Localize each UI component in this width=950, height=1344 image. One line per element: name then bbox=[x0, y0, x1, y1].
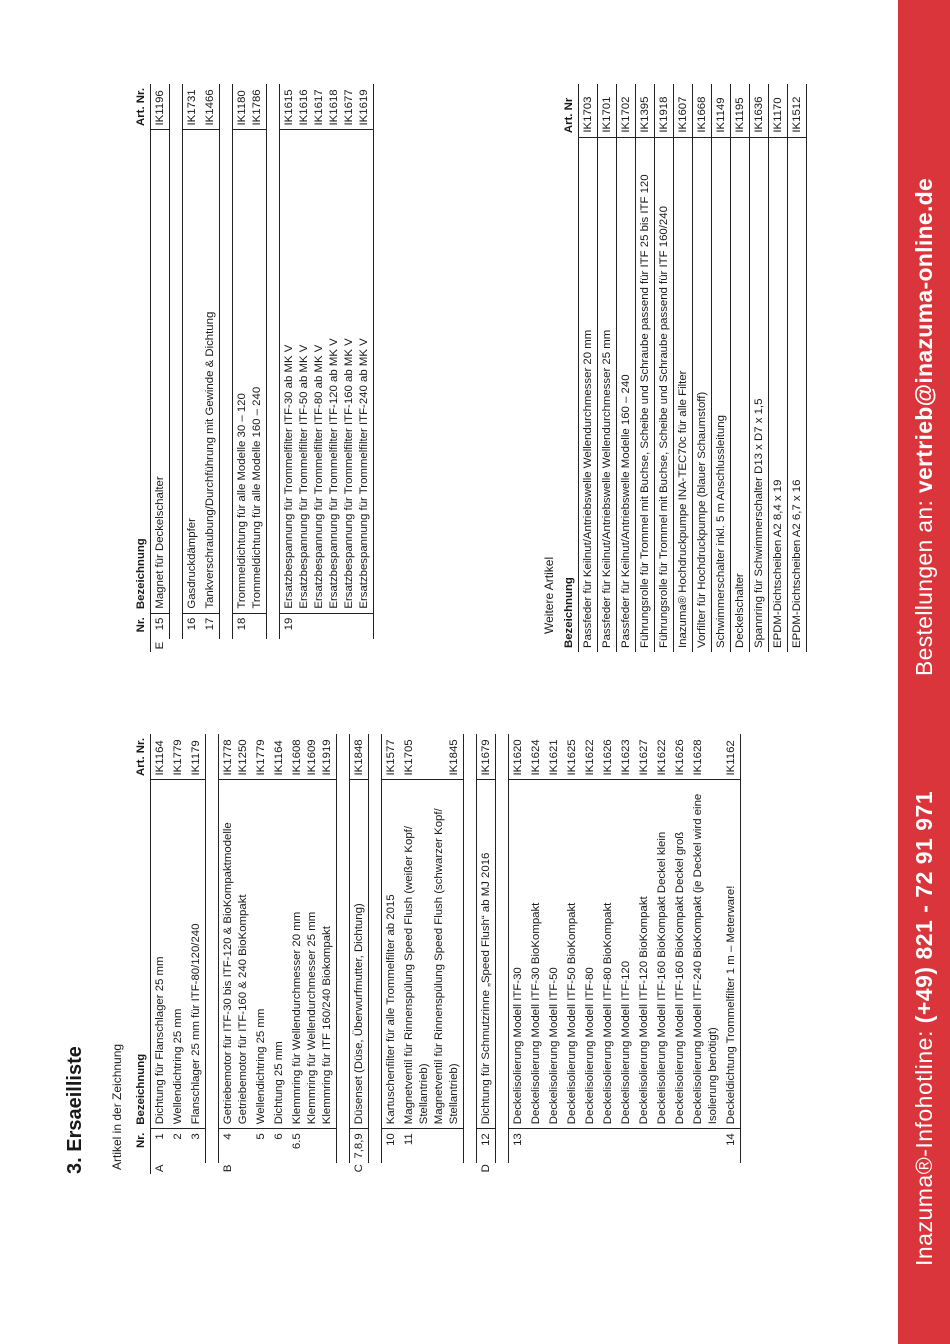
part-description-cell: Deckelisolierung Modell ITF-30 bbox=[509, 780, 528, 1129]
part-description: Ersatzbespannung für Trommelfilter ITF-80 ab MK V bbox=[313, 344, 325, 609]
table-row bbox=[477, 734, 496, 1174]
group-letter bbox=[689, 1163, 722, 1174]
table-row bbox=[788, 84, 807, 652]
group-letter bbox=[563, 1163, 581, 1174]
article-number-cell bbox=[280, 84, 374, 130]
weitere-artikel-body bbox=[579, 84, 807, 652]
part-description-cell bbox=[400, 780, 464, 1129]
part-description: Vorfilter für Hochdruckpumpe (blauer Schaumstoff) bbox=[693, 137, 712, 652]
item-number bbox=[599, 1129, 617, 1163]
article-number-cell: IK1164 bbox=[151, 734, 170, 780]
article-number-cell: IK1466 bbox=[201, 84, 220, 130]
table-row bbox=[731, 84, 750, 652]
bezeichnung-header: Bezeichnung bbox=[560, 137, 579, 652]
parts-table-left-body bbox=[151, 734, 741, 1174]
group-spacer bbox=[206, 734, 219, 1174]
group-letter bbox=[187, 1163, 206, 1174]
group-letter bbox=[617, 1163, 635, 1174]
table-row bbox=[653, 734, 671, 1174]
group-letter bbox=[671, 1163, 689, 1174]
part-description: Ersatzbespannung für Trommelfilter ITF-160 ab MK V bbox=[343, 338, 355, 609]
part-description-cell: Deckelisolierung Modell ITF-160 BioKompakt Deckel groß bbox=[671, 780, 689, 1129]
art-header: Art. Nr. bbox=[132, 84, 151, 130]
weitere-artikel-table bbox=[560, 84, 807, 652]
part-description: Magnetventil für Rinnenspülung Speed Flush (weißer Kopf/ Stellantrieb) bbox=[403, 826, 430, 1125]
footer-banner bbox=[898, 0, 950, 1344]
article-number: IK1618 bbox=[328, 89, 340, 126]
article-number: IK1919 bbox=[321, 739, 333, 776]
article-number: IK1786 bbox=[251, 89, 263, 126]
table-row bbox=[350, 734, 369, 1174]
table-row bbox=[219, 734, 253, 1174]
group-letter bbox=[545, 1163, 563, 1174]
table-row bbox=[183, 84, 202, 652]
part-description-cell: Flanschlager 25 mm für ITF-80/120/240 bbox=[187, 780, 206, 1129]
item-number bbox=[653, 1129, 671, 1163]
part-description-cell bbox=[233, 130, 267, 613]
group-spacer bbox=[369, 734, 382, 1174]
table-row bbox=[579, 84, 598, 652]
table-row bbox=[655, 84, 674, 652]
article-number: IK1195 bbox=[731, 84, 750, 137]
group-letter bbox=[599, 1163, 617, 1174]
group-letter bbox=[382, 1163, 401, 1174]
article-number: IK1668 bbox=[693, 84, 712, 137]
item-number bbox=[581, 1129, 599, 1163]
article-number-cell: IK1622 bbox=[656, 739, 668, 776]
item-number: 16 bbox=[183, 613, 202, 639]
part-description-cell: Dichtung 25 mm bbox=[270, 780, 288, 1129]
parts-table-right-body bbox=[151, 84, 374, 652]
item-number: 2 bbox=[169, 1129, 187, 1163]
hotline-number[interactable]: (+49) 821 - 72 91 971 bbox=[910, 790, 937, 1024]
part-description-cell: Wellendichtring 25 mm bbox=[252, 780, 270, 1129]
part-description: Ersatzbespannung für Trommelfilter ITF-120 ab MK V bbox=[328, 338, 340, 609]
table-row bbox=[270, 734, 288, 1174]
article-number: IK1918 bbox=[655, 84, 674, 137]
item-number bbox=[617, 1129, 635, 1163]
item-number: 6 bbox=[270, 1129, 288, 1163]
article-number: IK1845 bbox=[448, 739, 460, 776]
part-description: Klemmring für ITF 160/240 Biokompakt bbox=[321, 926, 333, 1125]
item-number: 19 bbox=[280, 613, 374, 639]
table-row bbox=[151, 84, 170, 652]
group-spacer bbox=[496, 734, 509, 1174]
part-description-cell bbox=[280, 130, 374, 613]
part-description: Inazuma® Hochdruckpumpe INA-TEC70c für alle Filter bbox=[674, 137, 693, 652]
page-title: 3. Ersaeilliste bbox=[64, 1046, 86, 1174]
table-row bbox=[750, 84, 769, 652]
table-row bbox=[769, 84, 788, 652]
table-row bbox=[635, 734, 653, 1174]
article-number: IK1395 bbox=[636, 84, 655, 137]
order-contact bbox=[911, 178, 938, 676]
group-letter: A bbox=[154, 1164, 166, 1173]
article-number-cell: IK1779 bbox=[172, 739, 184, 776]
order-email[interactable]: vertrieb@inazuma-online.de bbox=[910, 177, 937, 494]
order-label: Bestellungen an: bbox=[910, 493, 937, 676]
part-description-cell: Dichtung für Flanschlager 25 mm bbox=[151, 780, 170, 1129]
group-letter bbox=[288, 1163, 337, 1174]
group-letter bbox=[201, 639, 220, 652]
table-row bbox=[689, 734, 722, 1174]
table-row bbox=[201, 84, 220, 652]
part-description-cell bbox=[219, 780, 253, 1129]
section-subtitle: Artikel in der Zeichnung bbox=[110, 1043, 124, 1170]
article-number: IK1616 bbox=[298, 89, 310, 126]
part-description: Klemmring für Wellendurchmesser 20 mm bbox=[291, 911, 303, 1125]
table-row bbox=[722, 734, 741, 1174]
item-number: 7,8,9 bbox=[350, 1129, 369, 1163]
part-description-cell: Deckelisolierung Modell ITF-80 BioKompakt bbox=[599, 780, 617, 1129]
group-spacer bbox=[267, 84, 280, 652]
article-number-cell: IK1622 bbox=[584, 739, 596, 776]
table-row bbox=[509, 734, 528, 1174]
article-number-cell bbox=[400, 734, 464, 780]
part-description: Ersatzbespannung für Trommelfilter ITF-50 ab MK V bbox=[298, 344, 310, 609]
group-letter bbox=[400, 1163, 464, 1174]
table-row bbox=[527, 734, 545, 1174]
hotline bbox=[911, 791, 938, 1266]
group-letter bbox=[722, 1163, 741, 1174]
item-number: 4 bbox=[219, 1129, 253, 1163]
part-description: Trommeldichtung für alle Modelle 160 – 240 bbox=[251, 386, 263, 609]
group-letter: D bbox=[479, 1164, 492, 1173]
group-spacer bbox=[170, 84, 183, 652]
hotline-label: Inazuma®-Infohotline: bbox=[910, 1023, 937, 1266]
item-number: 14 bbox=[722, 1129, 741, 1163]
item-number: 11 bbox=[400, 1129, 464, 1163]
part-description-cell: Düsenset (Düse, Überwurfmutter, Dichtung) bbox=[350, 780, 369, 1129]
item-number bbox=[671, 1129, 689, 1163]
part-description-cell: Magnet für Deckelschalter bbox=[151, 130, 170, 613]
article-number-cell: IK1627 bbox=[638, 739, 650, 776]
article-number-cell: IK1679 bbox=[477, 734, 496, 780]
article-number-cell: IK1577 bbox=[382, 734, 401, 780]
article-number-cell bbox=[233, 84, 267, 130]
article-number: IK1705 bbox=[403, 739, 415, 776]
part-description: Führungsrolle für Trommel mit Buchse, Scheibe und Schraube passend für ITF 160/240 bbox=[655, 137, 674, 652]
article-number-cell: IK1196 bbox=[151, 84, 170, 130]
article-number: IK1701 bbox=[598, 84, 617, 137]
table-row bbox=[617, 84, 636, 652]
table-row bbox=[382, 734, 401, 1174]
article-number: IK1617 bbox=[313, 89, 325, 126]
part-description: Schwimmerschalter inkl. 5 m Anschlussleitung bbox=[712, 137, 731, 652]
table-row bbox=[280, 84, 374, 652]
part-description: Deckelschalter bbox=[731, 137, 750, 652]
article-number-cell: IK1162 bbox=[722, 734, 741, 780]
art-header: Art. Nr bbox=[560, 84, 579, 137]
item-number: 12 bbox=[477, 1129, 496, 1163]
part-description-cell: Deckelisolierung Modell ITF-160 BioKompakt Deckel klein bbox=[653, 780, 671, 1129]
article-number-cell: IK1848 bbox=[350, 734, 369, 780]
article-number-cell: IK1623 bbox=[620, 739, 632, 776]
table-row bbox=[617, 734, 635, 1174]
article-number: IK1608 bbox=[291, 739, 303, 776]
article-number: IK1149 bbox=[712, 84, 731, 137]
part-description-cell: Deckelisolierung Modell ITF-30 BioKompakt bbox=[527, 780, 545, 1129]
part-description-cell: Deckelisolierung Modell ITF-80 bbox=[581, 780, 599, 1129]
part-description: Ersatzbespannung für Trommelfilter ITF-30 ab MK V bbox=[283, 344, 295, 609]
table-row bbox=[693, 84, 712, 652]
part-description-cell: Dichtung für Schmutzrinne „Speed Flush“ ab MJ 2016 bbox=[477, 780, 496, 1129]
group-letter bbox=[233, 639, 267, 652]
table-row bbox=[400, 734, 464, 1174]
part-description-cell bbox=[288, 780, 337, 1129]
part-description: Trommeldichtung für alle Modelle 30 – 120 bbox=[236, 393, 248, 609]
part-description-cell: Tankverschraubung/Durchführung mit Gewinde & Dichtung bbox=[201, 130, 220, 613]
item-number bbox=[563, 1129, 581, 1163]
group-letter: C bbox=[352, 1164, 365, 1173]
table-row bbox=[288, 734, 337, 1174]
table-row bbox=[563, 734, 581, 1174]
part-description-cell: Deckelisolierung Modell ITF-120 BioKompakt bbox=[635, 780, 653, 1129]
part-description: Führungsrolle für Trommel mit Buchse, Scheibe und Schraube passend für ITF 25 bis ITF 120 bbox=[636, 137, 655, 652]
article-number: IK1180 bbox=[236, 90, 248, 126]
group-letter bbox=[653, 1163, 671, 1174]
group-letter bbox=[252, 1163, 270, 1174]
article-number-cell: IK1628 bbox=[692, 739, 704, 776]
table-row bbox=[599, 734, 617, 1174]
item-number: 3 bbox=[187, 1129, 206, 1163]
group-letter bbox=[169, 1163, 187, 1174]
article-number-cell: IK1625 bbox=[566, 739, 578, 776]
item-number bbox=[545, 1129, 563, 1163]
part-description-cell: Gasdruckdämpfer bbox=[183, 130, 202, 613]
article-number: IK1677 bbox=[343, 89, 355, 126]
part-description-cell: Deckelisolierung Modell ITF-240 BioKompakt (je Deckel wird eine Isolierung benötigt) bbox=[689, 780, 722, 1129]
item-number: 18 bbox=[233, 613, 267, 639]
part-description-cell: Deckelisolierung Modell ITF-50 bbox=[545, 780, 563, 1129]
table-row bbox=[581, 734, 599, 1174]
item-number: 17 bbox=[201, 613, 220, 639]
part-description: EPDM-Dichtscheiben A2 6,7 x 16 bbox=[788, 137, 807, 652]
article-number: IK1702 bbox=[617, 84, 636, 137]
parts-table-left bbox=[132, 734, 741, 1174]
article-number: IK1170 bbox=[769, 84, 788, 137]
article-number-cell: IK1779 bbox=[255, 739, 267, 776]
article-number-cell: IK1164 bbox=[273, 740, 285, 776]
article-number: IK1615 bbox=[283, 89, 295, 126]
part-description: Passfeder für Keilnut/Antriebswelle Wellendurchmesser 20 mm bbox=[579, 137, 598, 652]
article-number: IK1512 bbox=[788, 84, 807, 137]
bezeichnung-header: Bezeichnung bbox=[132, 130, 151, 613]
table-row bbox=[187, 734, 206, 1174]
table-row bbox=[151, 734, 170, 1174]
group-header bbox=[132, 639, 151, 652]
item-number: 13 bbox=[509, 1129, 528, 1163]
group-header bbox=[132, 1163, 151, 1174]
table-row bbox=[252, 734, 270, 1174]
group-spacer bbox=[337, 734, 350, 1174]
group-spacer bbox=[464, 734, 477, 1174]
part-description-cell: Deckelisolierung Modell ITF-120 bbox=[617, 780, 635, 1129]
nr-header: Nr. bbox=[132, 1129, 151, 1163]
part-description: Getriebemotor für ITF-160 & 240 BioKompakt bbox=[237, 894, 249, 1125]
part-description: Passfeder für Keilnut/Antriebswelle Wellendurchmesser 25 mm bbox=[598, 137, 617, 652]
group-letter: B bbox=[221, 1164, 234, 1173]
parts-table-right bbox=[132, 84, 374, 652]
group-letter bbox=[635, 1163, 653, 1174]
group-letter bbox=[527, 1163, 545, 1174]
part-description-cell: Deckelisolierung Modell ITF-50 BioKompakt bbox=[563, 780, 581, 1129]
nr-header: Nr. bbox=[132, 613, 151, 639]
group-letter bbox=[581, 1163, 599, 1174]
article-number-cell: IK1624 bbox=[530, 739, 542, 776]
group-spacer bbox=[220, 84, 233, 652]
part-description: Ersatzbespannung für Trommelfilter ITF-240 ab MK V bbox=[358, 338, 370, 609]
article-number: IK1636 bbox=[750, 84, 769, 137]
article-number-cell: IK1626 bbox=[602, 739, 614, 776]
group-letter: E bbox=[154, 641, 166, 650]
table-row bbox=[671, 734, 689, 1174]
part-description: EPDM-Dichtscheiben A2 8,4 x 19 bbox=[769, 137, 788, 652]
item-number bbox=[527, 1129, 545, 1163]
part-description-cell: Wellendichtring 25 mm bbox=[169, 780, 187, 1129]
article-number: IK1609 bbox=[306, 739, 318, 776]
table-row bbox=[545, 734, 563, 1174]
part-description-cell: Kartuschenfilter für alle Trommelfilter ab 2015 bbox=[382, 780, 401, 1129]
item-number: 1 bbox=[151, 1129, 170, 1163]
article-number-cell: IK1179 bbox=[187, 734, 206, 780]
article-number-cell bbox=[219, 734, 253, 780]
table-row bbox=[169, 734, 187, 1174]
item-number: 15 bbox=[151, 613, 170, 639]
article-number: IK1619 bbox=[358, 89, 370, 126]
item-number: 5 bbox=[252, 1129, 270, 1163]
article-number: IK1703 bbox=[579, 84, 598, 137]
part-description: Magnetventil für Rinnenspülung Speed Flush (schwarzer Kopf/ Stellantrieb) bbox=[433, 808, 460, 1125]
table-row bbox=[233, 84, 267, 652]
article-number: IK1250 bbox=[237, 739, 249, 776]
article-number-cell bbox=[288, 734, 337, 780]
part-description: Klemmring für Wellendurchmesser 25 mm bbox=[306, 911, 318, 1125]
table-row bbox=[598, 84, 617, 652]
article-number-cell: IK1731 bbox=[183, 84, 202, 130]
item-number: 10 bbox=[382, 1129, 401, 1163]
part-description-cell: Deckeldichtung Trommelfilter 1 m – Meterware! bbox=[722, 780, 741, 1129]
table-row bbox=[712, 84, 731, 652]
article-number: IK1778 bbox=[222, 739, 234, 776]
weitere-artikel-label: Weitere Artikel bbox=[542, 556, 556, 634]
item-number bbox=[635, 1129, 653, 1163]
bezeichnung-header: Bezeichnung bbox=[132, 780, 151, 1129]
item-number: 6.5 bbox=[288, 1129, 337, 1163]
art-header: Art. Nr. bbox=[132, 734, 151, 780]
article-number-cell: IK1620 bbox=[509, 734, 528, 780]
group-letter bbox=[509, 1163, 528, 1174]
article-number-cell: IK1626 bbox=[674, 739, 686, 776]
group-letter bbox=[270, 1163, 288, 1174]
group-letter bbox=[183, 639, 202, 652]
part-description: Getriebemotor für ITF-30 bis ITF-120 & BioKompaktmodelle bbox=[222, 822, 234, 1125]
table-row bbox=[674, 84, 693, 652]
item-number bbox=[689, 1129, 722, 1163]
article-number-cell: IK1621 bbox=[548, 739, 560, 776]
article-number: IK1607 bbox=[674, 84, 693, 137]
part-description: Passfeder für Keilnut/Antriebswelle Modelle 160 – 240 bbox=[617, 137, 636, 652]
group-letter bbox=[280, 639, 374, 652]
part-description: Spannring für Schwimmerschalter D13 x D7 x 1,5 bbox=[750, 137, 769, 652]
table-row bbox=[636, 84, 655, 652]
